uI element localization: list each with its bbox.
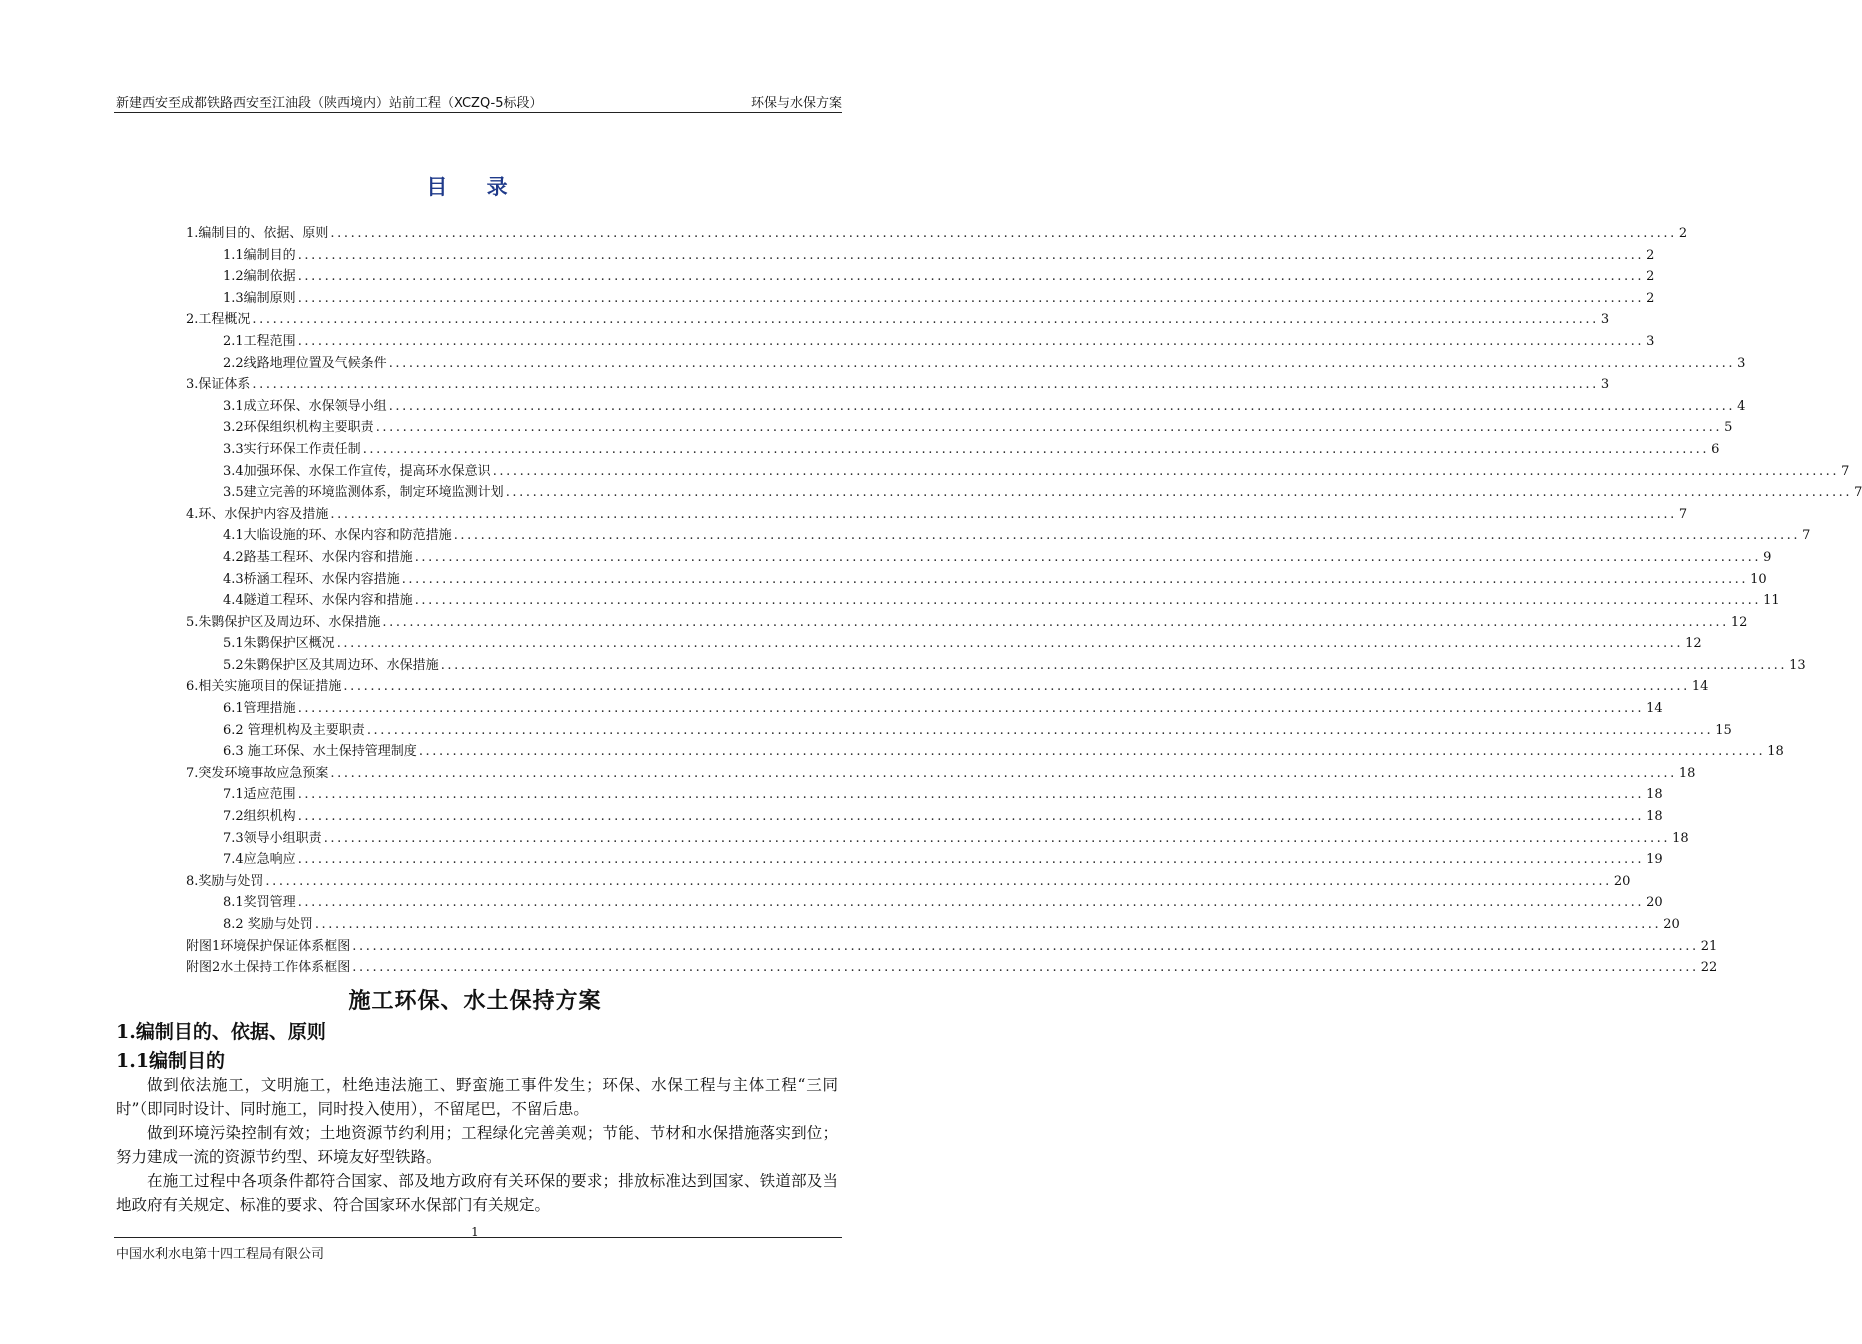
toc-entry-page: 20	[1663, 917, 1680, 932]
toc-entry-label: 7.突发环境事故应急预案	[186, 765, 329, 781]
toc-entry[interactable]	[186, 870, 1631, 892]
section-heading: 1.编制目的、依据、原则	[116, 1021, 326, 1043]
header-document-type: 环保与水保方案	[750, 96, 842, 111]
toc-entry-page: 18	[1646, 787, 1663, 803]
toc-entry-label: 1.编制目的、依据、原则	[186, 226, 329, 241]
toc-entry[interactable]	[186, 395, 1746, 417]
toc-leader-dots: ........................................................................................................................................................................................................	[440, 657, 1788, 673]
toc-entry-label: 6.2 管理机构及主要职责	[223, 722, 365, 738]
toc-entry-page: 13	[1789, 657, 1806, 673]
toc-entry-label: 附图2水土保持工作体系框图	[186, 960, 351, 976]
footer-divider	[114, 1237, 842, 1238]
toc-leader-dots: ........................................................................................................................................................................................................	[297, 787, 1645, 803]
toc-entry-label: 4.3桥涵工程环、水保内容措施	[223, 571, 400, 587]
toc-leader-dots: ........................................................................................................................................................................................................	[297, 701, 1645, 717]
toc-entry-page: 20	[1646, 895, 1663, 911]
toc-entry-label: 4.环、水保护内容及措施	[186, 506, 329, 522]
toc-entry-page: 7	[1854, 485, 1862, 501]
toc-entry-label: 3.4加强环保、水保工作宣传，提高环水保意识	[223, 463, 491, 479]
toc-entry-label: 5.1朱鹮保护区概况	[223, 636, 335, 652]
toc-entry-page: 3	[1646, 333, 1655, 349]
toc-leader-dots: ........................................................................................................................................................................................................	[414, 593, 1762, 609]
toc-entry[interactable]	[186, 913, 1680, 935]
toc-entry-page: 10	[1750, 571, 1767, 587]
toc-entry-label: 4.4隧道工程环、水保内容和措施	[223, 593, 413, 609]
toc-entry-page: 21	[1700, 938, 1718, 954]
toc-entry-label: 附图1环境保护保证体系框图	[186, 938, 351, 954]
toc-entry-label: 6.1管理措施	[223, 701, 296, 717]
toc-leader-dots: ........................................................................................................................................................................................................	[314, 917, 1662, 932]
toc-entry-page: 18	[1646, 809, 1663, 825]
paragraph: 在施工过程中各项条件都符合国家、部及地方政府有关环保的要求；排放标准达到国家、铁道部及当地政府有关规定、标准的要求、符合国家环水保部门有关规定。	[116, 1172, 838, 1214]
toc-entry[interactable]	[186, 719, 1732, 741]
toc-leader-dots: ........................................................................................................................................................................................................	[297, 895, 1645, 911]
toc-entry-label: 8.2 奖励与处罚	[223, 917, 313, 932]
toc-leader-dots: ........................................................................................................................................................................................................	[382, 614, 1729, 630]
toc-entry-page: 6	[1711, 441, 1720, 457]
toc-entry[interactable]	[186, 956, 1718, 978]
toc-leader-dots: ........................................................................................................................................................................................................	[375, 420, 1723, 436]
paragraph: 做到环境污染控制有效；土地资源节约利用；工程绿化完善美观；节能、节材和水保措施落实到位；努力建成一流的资源节约型、环境友好型铁路。	[116, 1124, 838, 1166]
toc-entry[interactable]	[186, 805, 1663, 827]
toc-entry[interactable]	[186, 848, 1663, 870]
toc-entry-page: 18	[1678, 765, 1696, 781]
table-of-contents	[186, 222, 1862, 978]
toc-entry[interactable]	[186, 611, 1748, 633]
toc-leader-dots: ........................................................................................................................................................................................................	[352, 960, 1699, 976]
toc-entry-page: 3	[1600, 312, 1610, 328]
toc-entry[interactable]	[186, 330, 1655, 352]
toc-entry-page: 7	[1678, 506, 1688, 522]
toc-entry-label: 5.2朱鹮保护区及其周边环、水保措施	[223, 657, 439, 673]
toc-entry[interactable]	[186, 373, 1610, 395]
toc-entry-page: 4	[1737, 398, 1746, 414]
toc-leader-dots: ........................................................................................................................................................................................................	[330, 226, 1677, 241]
toc-entry[interactable]	[186, 632, 1702, 654]
header-project-title: 新建西安至成都铁路西安至江油段（陕西境内）站前工程（XCZQ-5标段）	[116, 96, 543, 111]
toc-entry[interactable]	[186, 460, 1850, 482]
toc-leader-dots: ........................................................................................................................................................................................................	[252, 312, 1599, 328]
toc-entry-page: 19	[1646, 852, 1663, 868]
toc-entry-page: 2	[1646, 247, 1655, 263]
toc-entry[interactable]	[186, 675, 1709, 697]
toc-leader-dots: ........................................................................................................................................................................................................	[297, 852, 1645, 868]
toc-entry-page: 18	[1672, 830, 1689, 846]
toc-entry-label: 8.1奖罚管理	[223, 895, 296, 911]
toc-entry[interactable]	[186, 524, 1811, 546]
toc-leader-dots: ........................................................................................................................................................................................................	[265, 873, 1612, 889]
toc-leader-dots: ........................................................................................................................................................................................................	[297, 290, 1645, 306]
toc-entry-label: 4.2路基工程环、水保内容和措施	[223, 549, 413, 565]
toc-entry-page: 5	[1724, 420, 1733, 436]
toc-entry-label: 2.2线路地理位置及气候条件	[223, 355, 387, 371]
toc-entry-page: 3	[1600, 377, 1610, 393]
toc-entry-page: 14	[1646, 701, 1663, 717]
toc-entry-page: 7	[1802, 528, 1811, 544]
toc-entry-page: 9	[1763, 549, 1772, 565]
toc-leader-dots: ........................................................................................................................................................................................................	[414, 549, 1762, 565]
toc-entry-label: 6.3 施工环保、水土保持管理制度	[223, 744, 417, 760]
toc-entry-label: 7.3领导小组职责	[223, 830, 322, 846]
toc-entry[interactable]	[186, 654, 1806, 676]
toc-entry[interactable]	[186, 546, 1772, 568]
toc-leader-dots: ........................................................................................................................................................................................................	[453, 528, 1801, 544]
toc-leader-dots: ........................................................................................................................................................................................................	[505, 485, 1853, 501]
toc-entry-page: 7	[1841, 463, 1850, 479]
toc-entry[interactable]	[186, 416, 1733, 438]
toc-entry-page: 3	[1737, 355, 1746, 371]
toc-leader-dots: ........................................................................................................................................................................................................	[366, 722, 1714, 738]
toc-leader-dots: ........................................................................................................................................................................................................	[401, 571, 1749, 587]
footer-company: 中国水利水电第十四工程局有限公司	[116, 1247, 325, 1262]
toc-leader-dots: ........................................................................................................................................................................................................	[336, 636, 1684, 652]
toc-leader-dots: ........................................................................................................................................................................................................	[388, 355, 1736, 371]
toc-entry-label: 3.5建立完善的环境监测体系，制定环境监测计划	[223, 485, 504, 501]
toc-entry-page: 2	[1646, 269, 1655, 285]
toc-leader-dots: ........................................................................................................................................................................................................	[330, 765, 1677, 781]
toc-entry[interactable]	[186, 287, 1655, 309]
toc-entry-page: 11	[1763, 593, 1780, 609]
toc-leader-dots: ........................................................................................................................................................................................................	[297, 809, 1645, 825]
toc-entry-label: 3.1成立环保、水保领导小组	[223, 398, 387, 414]
toc-leader-dots: ........................................................................................................................................................................................................	[352, 938, 1699, 954]
toc-entry-label: 3.3实行环保工作责任制	[223, 441, 361, 457]
toc-entry-label: 3.2环保组织机构主要职责	[223, 420, 374, 436]
subsection-heading: 1.1编制目的	[116, 1050, 226, 1072]
toc-leader-dots: ........................................................................................................................................................................................................	[252, 377, 1599, 393]
toc-entry-label: 7.2组织机构	[223, 809, 296, 825]
toc-entry-label: 1.2编制依据	[223, 269, 296, 285]
toc-entry[interactable]	[186, 503, 1688, 525]
toc-entry-label: 4.1大临设施的环、水保内容和防范措施	[223, 528, 452, 544]
toc-entry[interactable]	[186, 697, 1663, 719]
toc-entry-page: 20	[1613, 873, 1631, 889]
toc-entry-label: 3.保证体系	[186, 377, 251, 393]
toc-leader-dots: ........................................................................................................................................................................................................	[297, 269, 1645, 285]
toc-entry-label: 2.1工程范围	[223, 333, 296, 349]
toc-entry-label: 7.4应急响应	[223, 852, 296, 868]
toc-entry-label: 1.3编制原则	[223, 290, 296, 306]
toc-entry-label: 8.奖励与处罚	[186, 873, 264, 889]
toc-leader-dots: ........................................................................................................................................................................................................	[362, 441, 1710, 457]
toc-leader-dots: ........................................................................................................................................................................................................	[418, 744, 1766, 760]
toc-entry[interactable]	[186, 935, 1718, 957]
toc-entry-label: 1.1编制目的	[223, 247, 296, 263]
toc-entry[interactable]	[186, 222, 1688, 244]
paragraph: 做到依法施工，文明施工，杜绝违法施工、野蛮施工事件发生；环保、水保工程与主体工程“三同时”（即同时设计、同时施工，同时投入使用），不留尾巴，不留后患。	[116, 1076, 838, 1118]
toc-entry[interactable]	[186, 589, 1780, 611]
toc-leader-dots: ........................................................................................................................................................................................................	[492, 463, 1840, 479]
toc-entry-label: 6.相关实施项目的保证措施	[186, 679, 342, 695]
toc-entry-page: 14	[1691, 679, 1709, 695]
toc-entry-page: 2	[1646, 290, 1655, 306]
toc-leader-dots: ........................................................................................................................................................................................................	[297, 333, 1645, 349]
toc-entry[interactable]	[186, 740, 1784, 762]
page-number: 1	[471, 1225, 479, 1239]
toc-entry-label: 2.工程概况	[186, 312, 251, 328]
toc-entry[interactable]	[186, 438, 1720, 460]
toc-entry[interactable]	[186, 352, 1746, 374]
header-divider	[114, 112, 842, 113]
document-main-title: 施工环保、水土保持方案	[348, 988, 602, 1014]
toc-entry-page: 18	[1767, 744, 1784, 760]
toc-entry[interactable]	[186, 783, 1663, 805]
toc-entry[interactable]	[186, 568, 1767, 590]
toc-entry[interactable]	[186, 762, 1696, 784]
body-paragraphs	[116, 1073, 838, 1217]
toc-entry-page: 12	[1685, 636, 1702, 652]
toc-leader-dots: ........................................................................................................................................................................................................	[323, 830, 1671, 846]
toc-entry[interactable]	[186, 308, 1610, 330]
toc-entry[interactable]	[186, 244, 1655, 266]
toc-entry-page: 2	[1678, 226, 1688, 241]
toc-entry[interactable]	[186, 265, 1655, 287]
toc-entry-page: 22	[1700, 960, 1718, 976]
toc-title: 目 录	[426, 175, 524, 199]
toc-leader-dots: ........................................................................................................................................................................................................	[388, 398, 1736, 414]
toc-entry[interactable]	[186, 827, 1689, 849]
toc-entry[interactable]	[186, 481, 1862, 503]
toc-entry-label: 7.1适应范围	[223, 787, 296, 803]
toc-entry-page: 15	[1715, 722, 1732, 738]
toc-entry[interactable]	[186, 891, 1663, 913]
toc-entry-page: 12	[1730, 614, 1748, 630]
toc-leader-dots: ........................................................................................................................................................................................................	[343, 679, 1690, 695]
toc-leader-dots: ........................................................................................................................................................................................................	[330, 506, 1677, 522]
toc-entry-label: 5.朱鹮保护区及周边环、水保措施	[186, 614, 381, 630]
toc-leader-dots: ........................................................................................................................................................................................................	[297, 247, 1645, 263]
